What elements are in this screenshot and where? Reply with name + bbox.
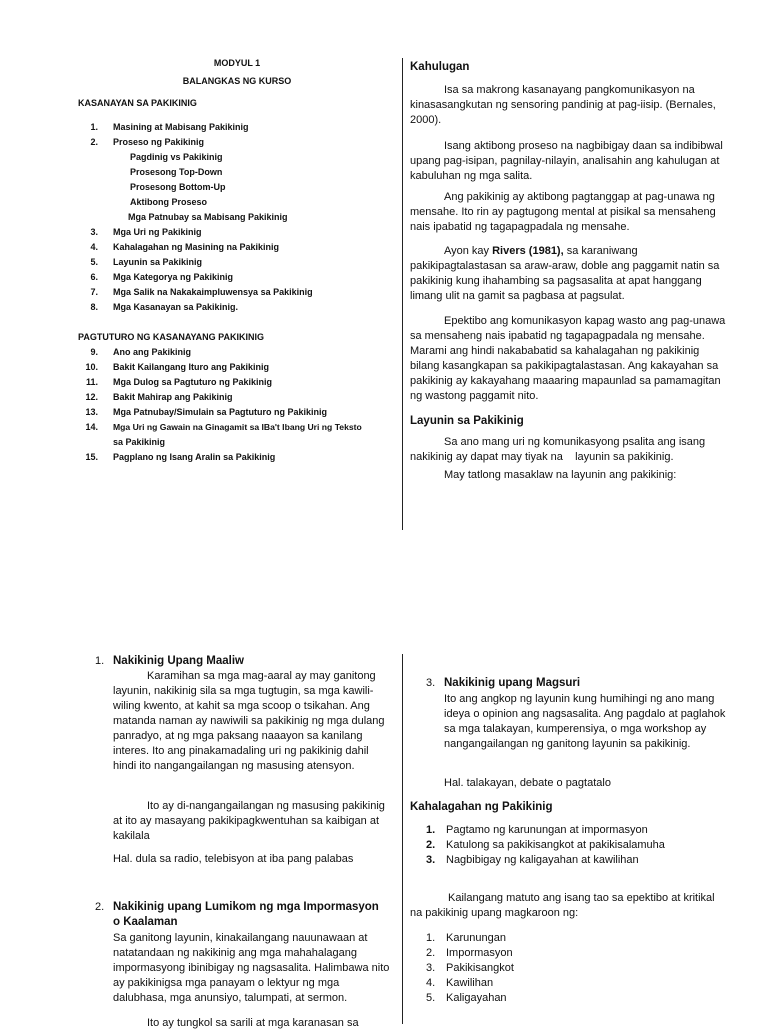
paragraph: Ito ay tungkol sa sarili at mga karanasan sa bbox=[147, 1017, 359, 1029]
paragraph: Hal. talakayan, debate o pagtatalo bbox=[444, 777, 611, 789]
module-subtitle: BALANGKAS NG KURSO bbox=[182, 76, 292, 86]
list-text: Nagbibigay ng kaligayahan at kawilihan bbox=[446, 854, 639, 866]
paragraph: Ito ay di-nangangailangan ng masusing pakikinig at ito ay masayang pakikipagkwentuhan sa kaibigan at kakilala bbox=[113, 800, 385, 842]
column-divider bbox=[402, 58, 403, 530]
course-outline: MODYUL 1 BALANGKAS NG KURSO KASANAYAN SA PAKIKINIG 1. Masining at Mabisang Pakikinig 2. Proseso ng Pakikinig Pagdinig vs Pakikinig Prosesong Top-Down Prosesong Bottom-Up Aktibong Proseso Mga Patnubay sa Mabisang Pakikinig 3. Mga Uri ng Pakikinig 4. Kahalagahan ng Masining na Pakikinig 5. Layunin sa Pakikinig 6. Mga Kategorya ng Pakikinig 7. Mga Salik na Nakakaimpluwensya sa Pakikinig 8. Mga Kasanayan sa Pakikinig. PAGTUTURO NG KASANAYANG PAKIKINIG 9. Ano ang Pakikinig 10. Bakit Kailangang Ituro ang Pakikinig 11. Mga Dulog sa Pagtuturo ng Pakikinig 12. Bakit Mahirap ang Pakikinig 13. Mga Patnubay/Simulain sa Pagtuturo ng Pakikinig 14. Mga Uri ng Gawain na Ginagamit sa IBa't Ibang Uri ng Teksto sa Pakikinig 15. Pagplano ng Isang Aralin sa Pakikinig bbox=[78, 56, 396, 476]
page-2 bbox=[0, 640, 768, 1029]
item-number: 1. bbox=[95, 655, 105, 667]
column-divider bbox=[402, 654, 403, 1024]
list-number: 1. bbox=[426, 824, 436, 836]
paragraph: Sa ganitong layunin, kinakailangang nauunawaan at natatandaan ng nakikinig ang mga mahahalagang impormasyong ibinibigay ng nagsasalita. Halimbawa nito ay pakikinigsa mga panayam o lektyur ng mga dalubhasa, mga anunsiyo, talumpati, at sermon. bbox=[113, 932, 390, 1004]
item-title-lumikom: Nakikinig upang Lumikom ng mga Impormasyon o Kaalaman bbox=[113, 901, 379, 928]
list-text: Karunungan bbox=[446, 932, 506, 944]
list-item bbox=[426, 976, 726, 991]
list-text: Impormasyon bbox=[446, 947, 513, 959]
paragraph: Karamihan sa mga mag-aaral ay may ganitong layunin, nakikinig sila sa mga tugtugin, sa mga kawili-wiling kwento, at kahit sa mga scoop o tsikahan. Ang matanda naman ay nawiwili sa pakikinig ng mga dulang panradyo, at ng mga paksang naaayon sa kanilang interes. Ito ang pinakamadaling uri ng pakikinig dahil hindi ito nangangailangan ng masusing atensyon. bbox=[113, 670, 385, 772]
list-number: 3. bbox=[426, 854, 436, 866]
list-number: 2. bbox=[426, 947, 436, 959]
list-text: Pakikisangkot bbox=[446, 962, 514, 974]
list-item bbox=[426, 853, 726, 868]
list-item bbox=[426, 961, 726, 976]
kahalagahan-list bbox=[426, 823, 726, 868]
item-number: 2. bbox=[95, 901, 105, 913]
layunin-list-right bbox=[410, 676, 730, 1024]
list-number: 5. bbox=[426, 992, 436, 1004]
paragraph bbox=[410, 244, 728, 304]
paragraph-text: sa karaniwang pakikipagtalastasan sa araw-araw, doble ang paggamit natin sa pakikinig kung ihahambing sa pagsasalita at apat hanggang limang ulit na gamit sa pagbasa at pagsulat. bbox=[410, 245, 720, 302]
kahulugan-heading: Kahulugan bbox=[410, 61, 470, 73]
list-text: Kawilihan bbox=[446, 977, 494, 989]
paragraph-text: Ayon kay bbox=[444, 245, 493, 257]
layunin-list-left bbox=[95, 654, 395, 1029]
item-number: 3. bbox=[426, 677, 436, 689]
list-item bbox=[426, 946, 726, 961]
list-item bbox=[426, 838, 726, 853]
paragraph: Isang aktibong proseso na nagbibigay daan sa indibibwal upang pag-isipan, pagnilay-nilayin, analisahin ang kahulugan at kabuluhan ng mga salita. bbox=[410, 140, 723, 182]
citation-rivers: Rivers (1981), bbox=[492, 245, 564, 257]
list-item bbox=[426, 931, 726, 946]
module-title: MODYUL 1 bbox=[213, 58, 261, 68]
item-title-magsuri: Nakikinig upang Magsuri bbox=[444, 677, 581, 689]
section-title-kasanayan: KASANAYAN SA PAKIKINIG bbox=[78, 98, 197, 108]
item-title-maaliw: Nakikinig Upang Maaliw bbox=[113, 655, 244, 667]
list-text: Kaligayahan bbox=[446, 992, 507, 1004]
list-text: Katulong sa pakikisangkot at pakikisalamuha bbox=[446, 839, 665, 851]
list-item bbox=[426, 823, 726, 838]
paragraph: Sa ano mang uri ng komunikasyong psalita ang isang nakikinig ay dapat may tiyak na layunin sa pakikinig. bbox=[410, 436, 709, 463]
kailangan-list bbox=[426, 931, 726, 1006]
paragraph: Epektibo ang komunikasyon kapag wasto ang pag-unawa sa mensaheng nais ipabatid ng tagapagpadala ng mensahe. Marami ang hindi nakababatid sa kahalagahan ng pakikinig bilang kasangkapan sa pakikipagtalastasan. Ang kakayahan sa pakikinig ay kakayahang maaaring mapaunlad sa pamamagitan ng wastong paggamit nito. bbox=[410, 315, 726, 402]
list-number: 2. bbox=[426, 839, 436, 851]
list-number: 1. bbox=[426, 932, 436, 944]
paragraph: Ang pakikinig ay aktibong pagtanggap at pag-unawa ng mensahe. Ito rin ay pagtugong mental at pisikal sa mensaheng nais ipabatid ng tagapagpadala ng mensahe. bbox=[410, 191, 716, 233]
paragraph: Isa sa makrong kasanayang pangkomunikasyon na kinasasangkutan ng sensoring pandinig at pag-iisip. (Bernales, 2000). bbox=[410, 84, 716, 126]
paragraph: Ito ang angkop ng layunin kung humihingi ng ano mang ideya o opinion ang nagsasalita. Ang pagdalo at paglahok sa mga talakayan, kumperensiya, o mga workshop ay nangangailangan ng ganitong layunin sa pakikinig. bbox=[444, 693, 726, 750]
kahalagahan-heading: Kahalagahan ng Pakikinig bbox=[410, 801, 553, 813]
paragraph: Kailangang matuto ang isang tao sa epektibo at kritikal na pakikinig upang magkaroon ng: bbox=[410, 892, 715, 919]
list-text: Pagtamo ng karunungan at impormasyon bbox=[446, 824, 648, 836]
section-title-pagtuturo: PAGTUTURO NG KASANAYANG PAKIKINIG bbox=[78, 332, 265, 342]
layunin-heading: Layunin sa Pakikinig bbox=[410, 415, 524, 427]
list-item bbox=[426, 991, 726, 1006]
list-number: 3. bbox=[426, 962, 436, 974]
list-number: 4. bbox=[426, 977, 436, 989]
paragraph: Hal. dula sa radio, telebisyon at iba pang palabas bbox=[113, 853, 354, 865]
paragraph: May tatlong masaklaw na layunin ang pakikinig: bbox=[444, 469, 677, 481]
kahulugan-section bbox=[410, 60, 728, 490]
